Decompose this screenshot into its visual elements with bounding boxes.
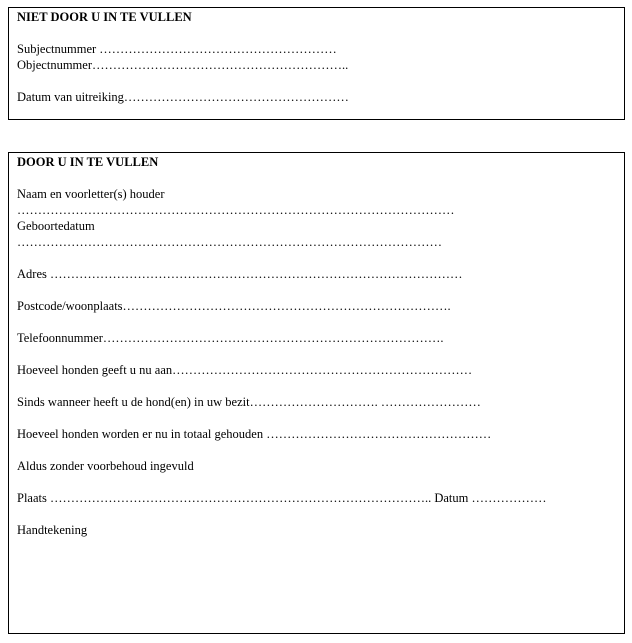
office-use-section bbox=[8, 7, 625, 120]
place-date-field[interactable]: Plaats ……………………………………………………………………………….. Datum ……………… bbox=[17, 491, 547, 505]
issue-date-field[interactable]: Datum van uitreiking……………………………………………… bbox=[17, 90, 349, 104]
applicant-section bbox=[8, 152, 625, 634]
applicant-section-title: DOOR U IN TE VULLEN bbox=[17, 155, 159, 169]
dogs-surrendered-field[interactable]: Hoeveel honden geeft u nu aan……………………………………………………………… bbox=[17, 363, 473, 377]
office-use-title: NIET DOOR U IN TE VULLEN bbox=[17, 10, 192, 24]
total-dogs-field[interactable]: Hoeveel honden worden er nu in totaal gehouden ……………………………………………… bbox=[17, 427, 492, 441]
holder-name-field[interactable]: …………………………………………………………………………………………… bbox=[17, 203, 455, 217]
address-field[interactable]: Adres ……………………………………………………………………………………… bbox=[17, 267, 463, 281]
declaration-text: Aldus zonder voorbehoud ingevuld bbox=[17, 459, 194, 473]
birth-date-label: Geboortedatum bbox=[17, 219, 95, 233]
signature-field[interactable]: Handtekening bbox=[17, 523, 88, 537]
holder-name-label: Naam en voorletter(s) houder bbox=[17, 187, 165, 201]
birth-date-field[interactable]: ………………………………………………………………………………………… bbox=[17, 235, 442, 249]
owned-since-field[interactable]: Sinds wanneer heeft u de hond(en) in uw bezit…………………………. …………………… bbox=[17, 395, 481, 409]
postcode-city-field[interactable]: Postcode/woonplaats……………………………………………………………………. bbox=[17, 299, 451, 313]
object-number-field[interactable]: Objectnummer…………………………………………………….. bbox=[17, 58, 349, 72]
phone-number-field[interactable]: Telefoonnummer………………………………………………………………………. bbox=[17, 331, 444, 345]
subject-number-field[interactable]: Subjectnummer ………………………………………………… bbox=[17, 42, 337, 56]
